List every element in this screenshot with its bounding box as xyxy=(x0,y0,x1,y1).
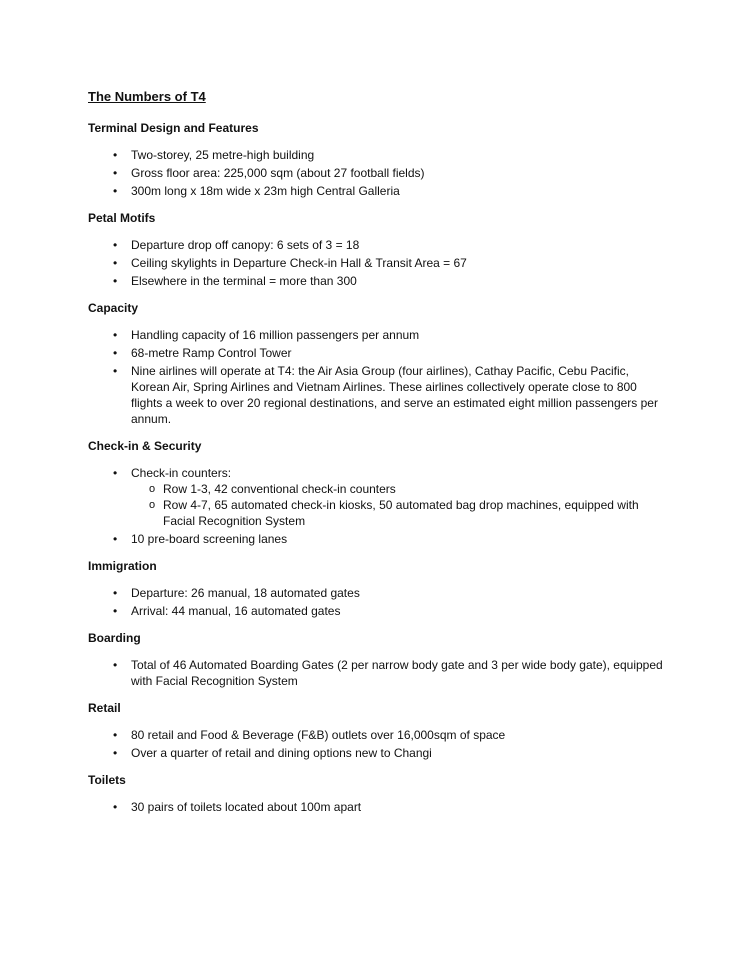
bullet-icon: • xyxy=(113,728,118,742)
bullet-icon: • xyxy=(113,274,118,288)
section-heading: Retail xyxy=(88,701,121,715)
section-checkin-security xyxy=(88,439,668,547)
section-boarding xyxy=(88,631,668,689)
list-item-text: Total of 46 Automated Boarding Gates (2 per narrow body gate and 3 per wide body gate), equipped with Facial Recognition System xyxy=(131,658,663,688)
bullet-list xyxy=(88,147,668,199)
list-item xyxy=(88,603,668,619)
bullet-icon: • xyxy=(113,346,118,360)
list-item-text: Over a quarter of retail and dining options new to Changi xyxy=(131,746,432,760)
list-item-text: 30 pairs of toilets located about 100m apart xyxy=(131,800,362,814)
bullet-icon: • xyxy=(113,586,118,600)
list-item xyxy=(88,727,668,743)
list-item xyxy=(88,255,668,271)
list-item xyxy=(88,345,668,361)
document-page xyxy=(88,89,668,827)
section-heading: Boarding xyxy=(88,631,141,645)
list-item-text: 10 pre-board screening lanes xyxy=(131,532,288,546)
list-item-text: Departure: 26 manual, 18 automated gates xyxy=(131,586,360,600)
section-heading: Check-in & Security xyxy=(88,439,202,453)
bullet-icon: • xyxy=(113,800,118,814)
sub-bullet-list xyxy=(131,481,668,529)
bullet-icon: • xyxy=(113,466,118,480)
bullet-icon: • xyxy=(113,256,118,270)
list-item-text: Check-in counters: xyxy=(131,466,232,480)
list-item-text: Departure drop off canopy: 6 sets of 3 = 18 xyxy=(131,238,360,252)
bullet-list xyxy=(88,327,668,427)
list-item-text: 68-metre Ramp Control Tower xyxy=(131,346,292,360)
section-heading: Capacity xyxy=(88,301,139,315)
circle-bullet-icon: o xyxy=(149,499,156,511)
sub-list-item xyxy=(131,481,668,497)
section-immigration xyxy=(88,559,668,619)
list-item-text: 300m long x 18m wide x 23m high Central Galleria xyxy=(131,184,400,198)
list-item xyxy=(88,363,668,427)
bullet-list xyxy=(88,727,668,761)
list-item-text: Gross floor area: 225,000 sqm (about 27 football fields) xyxy=(131,166,425,180)
bullet-icon: • xyxy=(113,238,118,252)
list-item-text: Ceiling skylights in Departure Check-in Hall & Transit Area = 67 xyxy=(131,256,467,270)
sub-list-item-text: Row 4-7, 65 automated check-in kiosks, 50 automated bag drop machines, equipped with Facial Recognition System xyxy=(163,498,639,528)
list-item xyxy=(88,165,668,181)
section-heading: Immigration xyxy=(88,559,157,573)
bullet-list xyxy=(88,465,668,547)
list-item-text: Arrival: 44 manual, 16 automated gates xyxy=(131,604,341,618)
bullet-icon: • xyxy=(113,166,118,180)
list-item xyxy=(88,237,668,253)
bullet-icon: • xyxy=(113,148,118,162)
section-toilets xyxy=(88,773,668,815)
list-item-text: 80 retail and Food & Beverage (F&B) outlets over 16,000sqm of space xyxy=(131,728,506,742)
circle-bullet-icon: o xyxy=(149,483,156,495)
bullet-list xyxy=(88,799,668,815)
list-item-text: Nine airlines will operate at T4: the Air Asia Group (four airlines), Cathay Pacific, Cebu Pacific, Korean Air, Spring Airlines and Vietnam Airlines. These airlines collectively operate close to 800 flights a week to over 20 regional destinations, and serve an estimated eight million passengers per annum. xyxy=(131,364,658,426)
bullet-icon: • xyxy=(113,184,118,198)
list-item xyxy=(88,531,668,547)
list-item xyxy=(88,273,668,289)
section-heading: Petal Motifs xyxy=(88,211,156,225)
list-item xyxy=(88,745,668,761)
sub-list-item xyxy=(131,497,668,529)
list-item xyxy=(88,465,668,529)
section-heading: Terminal Design and Features xyxy=(88,121,259,135)
bullet-icon: • xyxy=(113,328,118,342)
list-item xyxy=(88,183,668,199)
section-retail xyxy=(88,701,668,761)
sub-list-item-text: Row 1-3, 42 conventional check-in counters xyxy=(163,482,396,496)
list-item xyxy=(88,657,668,689)
list-item xyxy=(88,147,668,163)
bullet-icon: • xyxy=(113,604,118,618)
bullet-list xyxy=(88,585,668,619)
list-item xyxy=(88,799,668,815)
bullet-icon: • xyxy=(113,532,118,546)
list-item-text: Handling capacity of 16 million passengers per annum xyxy=(131,328,420,342)
list-item xyxy=(88,585,668,601)
bullet-list xyxy=(88,657,668,689)
bullet-icon: • xyxy=(113,746,118,760)
section-capacity xyxy=(88,301,668,427)
list-item-text: Elsewhere in the terminal = more than 300 xyxy=(131,274,357,288)
list-item-text: Two-storey, 25 metre-high building xyxy=(131,148,315,162)
section-terminal-design xyxy=(88,121,668,199)
list-item xyxy=(88,327,668,343)
section-heading: Toilets xyxy=(88,773,126,787)
bullet-icon: • xyxy=(113,364,118,378)
bullet-list xyxy=(88,237,668,289)
section-petal-motifs xyxy=(88,211,668,289)
document-title: The Numbers of T4 xyxy=(88,89,206,104)
bullet-icon: • xyxy=(113,658,118,672)
